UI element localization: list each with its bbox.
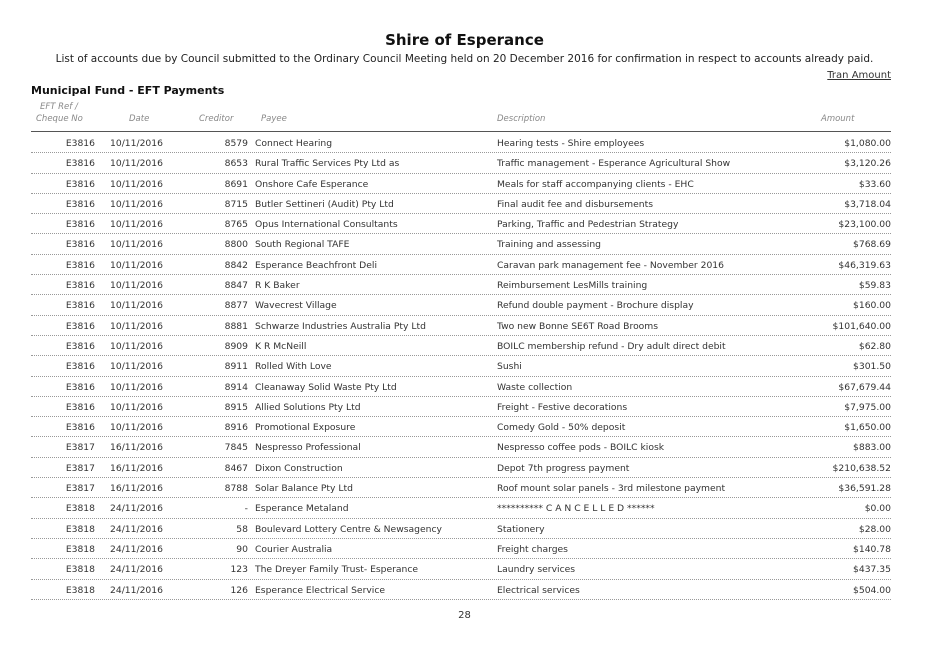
payee-cell: Schwarze Industries Australia Pty Ltd: [255, 320, 426, 332]
creditor-cell: 8881: [224, 320, 248, 332]
date-cell: 16/11/2016: [110, 442, 163, 454]
eft-ref-cell: E3816: [65, 320, 95, 332]
creditor-cell: 8653: [224, 158, 248, 170]
table-row: [0, 417, 929, 437]
date-cell: 10/11/2016: [110, 138, 163, 149]
description-cell: Two new Bonne SE6T Road Brooms: [497, 320, 659, 332]
table-row: [0, 498, 929, 518]
description-cell: Parking, Traffic and Pedestrian Strategy: [497, 219, 679, 231]
creditor-cell: 8691: [224, 178, 248, 190]
eft-ref-cell: E3816: [65, 300, 95, 312]
payee-cell: Rolled With Love: [255, 361, 332, 373]
date-cell: 10/11/2016: [110, 300, 163, 312]
column-header-ref-line2: Cheque No: [36, 114, 83, 124]
eft-ref-cell: E3816: [65, 259, 95, 271]
date-cell: 10/11/2016: [110, 280, 163, 292]
payee-cell: Opus International Consultants: [255, 219, 398, 231]
creditor-cell: 8847: [224, 280, 248, 292]
eft-ref-cell: E3816: [65, 198, 95, 210]
amount-cell: $1,080.00: [844, 138, 891, 149]
eft-ref-cell: E3816: [65, 361, 95, 373]
payee-cell: The Dreyer Family Trust- Esperance: [255, 564, 419, 576]
amount-cell: $160.00: [853, 300, 891, 312]
description-cell: Traffic management - Esperance Agricultural Show: [497, 158, 731, 170]
creditor-cell: 8915: [224, 401, 248, 413]
eft-ref-cell: E3818: [65, 523, 95, 535]
description-cell: Freight - Festive decorations: [497, 401, 628, 413]
date-cell: 10/11/2016: [110, 158, 163, 170]
column-header-amount: Amount: [821, 114, 855, 124]
creditor-cell: 8916: [224, 422, 248, 434]
description-cell: Stationery: [497, 523, 545, 535]
payee-cell: Allied Solutions Pty Ltd: [255, 401, 361, 413]
description-cell: Final audit fee and disbursements: [497, 198, 653, 210]
description-cell: Meals for staff accompanying clients - EHC: [497, 178, 694, 190]
eft-ref-cell: E3816: [65, 219, 95, 231]
amount-cell: $1,650.00: [844, 422, 891, 434]
date-cell: 10/11/2016: [110, 361, 163, 373]
creditor-cell: 8800: [224, 239, 248, 251]
payee-cell: Esperance Electrical Service: [255, 584, 386, 596]
eft-ref-cell: E3816: [65, 401, 95, 413]
table-row: [0, 133, 929, 153]
table-row: [0, 519, 929, 539]
description-cell: Freight charges: [497, 543, 568, 555]
table-row: [0, 377, 929, 397]
eft-ref-cell: E3818: [65, 584, 95, 596]
table-row: [0, 559, 929, 579]
table-row: [0, 275, 929, 295]
eft-ref-cell: E3816: [65, 158, 95, 170]
date-cell: 24/11/2016: [110, 523, 163, 535]
creditor-cell: 8914: [224, 381, 248, 393]
date-cell: 10/11/2016: [110, 401, 163, 413]
eft-ref-cell: E3817: [65, 483, 95, 495]
description-cell: Laundry services: [497, 564, 576, 576]
amount-cell: $62.80: [858, 340, 891, 352]
date-cell: 10/11/2016: [110, 219, 163, 231]
payee-cell: R K Baker: [255, 280, 300, 292]
description-cell: Depot 7th progress payment: [497, 462, 630, 474]
eft-ref-cell: E3817: [65, 442, 95, 454]
table-row: [0, 580, 929, 600]
date-cell: 10/11/2016: [110, 239, 163, 251]
payee-cell: Solar Balance Pty Ltd: [255, 483, 353, 495]
amount-cell: $768.69: [853, 239, 891, 251]
date-cell: 10/11/2016: [110, 198, 163, 210]
description-cell: Roof mount solar panels - 3rd milestone payment: [497, 483, 726, 495]
amount-cell: $437.35: [853, 564, 891, 576]
creditor-cell: 123: [230, 564, 248, 576]
date-cell: 10/11/2016: [110, 178, 163, 190]
table-row: [0, 356, 929, 376]
creditor-cell: 58: [236, 523, 248, 535]
payee-cell: Dixon Construction: [255, 462, 343, 474]
payee-cell: Rural Traffic Services Pty Ltd as: [255, 158, 400, 170]
creditor-cell: 126: [230, 584, 248, 596]
creditor-cell: 7845: [224, 442, 248, 454]
eft-ref-cell: E3816: [65, 280, 95, 292]
description-cell: Nespresso coffee pods - BOILC kiosk: [497, 442, 665, 454]
amount-cell: $36,591.28: [838, 483, 891, 495]
amount-cell: $210,638.52: [832, 462, 891, 474]
payee-cell: Promotional Exposure: [255, 422, 356, 434]
date-cell: 10/11/2016: [110, 320, 163, 332]
table-row: [0, 234, 929, 254]
column-header-creditor: Creditor: [199, 114, 234, 124]
amount-cell: $33.60: [858, 178, 891, 190]
amount-cell: $504.00: [853, 584, 891, 596]
page-subtitle: List of accounts due by Council submitted to the Ordinary Council Meeting held on 20 December 2016 for confirmation in respect to accounts already paid.: [55, 53, 874, 65]
eft-ref-cell: E3818: [65, 503, 95, 515]
creditor-cell: 8467: [224, 462, 248, 474]
table-row: [0, 194, 929, 214]
table-row: [0, 478, 929, 498]
amount-cell: $0.00: [864, 503, 891, 515]
section-title: Municipal Fund - EFT Payments: [31, 84, 225, 97]
eft-ref-cell: E3816: [65, 138, 95, 149]
amount-cell: $46,319.63: [838, 259, 891, 271]
description-cell: Refund double payment - Brochure display: [497, 300, 694, 312]
payments-table: [0, 133, 929, 600]
amount-cell: $3,120.26: [844, 158, 891, 170]
creditor-cell: 8877: [224, 300, 248, 312]
amount-cell: $67,679.44: [838, 381, 891, 393]
amount-cell: $28.00: [858, 523, 891, 535]
description-cell: Hearing tests - Shire employees: [497, 138, 645, 149]
eft-ref-cell: E3818: [65, 564, 95, 576]
description-cell: Comedy Gold - 50% deposit: [497, 422, 626, 434]
table-row: [0, 539, 929, 559]
date-cell: 24/11/2016: [110, 564, 163, 576]
payee-cell: Esperance Metaland: [255, 503, 349, 515]
column-header-ref-line1: EFT Ref /: [40, 102, 78, 112]
payee-cell: Onshore Cafe Esperance: [255, 178, 369, 190]
table-row: [0, 295, 929, 315]
table-header: [0, 102, 929, 132]
description-cell: Training and assessing: [497, 239, 602, 251]
column-header-payee: Payee: [261, 114, 287, 124]
table-row: [0, 316, 929, 336]
header-divider: [31, 131, 891, 132]
table-row: [0, 458, 929, 478]
payee-cell: South Regional TAFE: [255, 239, 350, 251]
amount-cell: $101,640.00: [832, 320, 891, 332]
creditor-cell: 8911: [224, 361, 248, 373]
creditor-cell: -: [244, 503, 248, 515]
description-cell: Waste collection: [497, 381, 573, 393]
eft-ref-cell: E3816: [65, 381, 95, 393]
amount-cell: $7,975.00: [844, 401, 891, 413]
date-cell: 24/11/2016: [110, 584, 163, 596]
payee-cell: Nespresso Professional: [255, 442, 361, 454]
creditor-cell: 8715: [224, 198, 248, 210]
eft-ref-cell: E3816: [65, 422, 95, 434]
payee-cell: Esperance Beachfront Deli: [255, 259, 377, 271]
creditor-cell: 90: [236, 543, 248, 555]
page-number: 28: [458, 610, 471, 621]
creditor-cell: 8788: [224, 483, 248, 495]
payee-cell: Wavecrest Village: [255, 300, 337, 312]
payee-cell: Cleanaway Solid Waste Pty Ltd: [255, 381, 397, 393]
eft-ref-cell: E3816: [65, 239, 95, 251]
payee-cell: Boulevard Lottery Centre & Newsagency: [255, 523, 442, 535]
date-cell: 10/11/2016: [110, 422, 163, 434]
payee-cell: Courier Australia: [255, 543, 333, 555]
eft-ref-cell: E3816: [65, 340, 95, 352]
table-row: [0, 397, 929, 417]
column-header-description: Description: [497, 114, 546, 124]
table-row: [0, 153, 929, 173]
date-cell: 24/11/2016: [110, 503, 163, 515]
eft-ref-cell: E3816: [65, 178, 95, 190]
date-cell: 24/11/2016: [110, 543, 163, 555]
payee-cell: Butler Settineri (Audit) Pty Ltd: [255, 198, 394, 210]
creditor-cell: 8579: [224, 138, 248, 149]
page-title: Shire of Esperance: [385, 31, 544, 49]
table-row: [0, 336, 929, 356]
table-row: [0, 174, 929, 194]
column-header-date: Date: [129, 114, 150, 124]
creditor-cell: 8765: [224, 219, 248, 231]
eft-ref-cell: E3818: [65, 543, 95, 555]
tran-amount-label: Tran Amount: [827, 70, 891, 81]
amount-cell: $59.83: [858, 280, 891, 292]
amount-cell: $883.00: [853, 442, 891, 454]
description-cell: Sushi: [497, 361, 522, 373]
amount-cell: $3,718.04: [844, 198, 891, 210]
amount-cell: $23,100.00: [838, 219, 891, 231]
table-row: [0, 214, 929, 234]
date-cell: 16/11/2016: [110, 462, 163, 474]
date-cell: 10/11/2016: [110, 259, 163, 271]
date-cell: 16/11/2016: [110, 483, 163, 495]
description-cell: Caravan park management fee - November 2016: [497, 259, 725, 271]
eft-ref-cell: E3817: [65, 462, 95, 474]
table-row: [0, 437, 929, 457]
creditor-cell: 8909: [224, 340, 248, 352]
description-cell: BOILC membership refund - Dry adult direct debit: [497, 340, 726, 352]
description-cell: Electrical services: [497, 584, 580, 596]
description-cell: ********** C A N C E L L E D ******: [497, 503, 655, 515]
amount-cell: $140.78: [853, 543, 891, 555]
creditor-cell: 8842: [224, 259, 248, 271]
date-cell: 10/11/2016: [110, 340, 163, 352]
table-row: [0, 255, 929, 275]
payee-cell: K R McNeill: [255, 340, 307, 352]
description-cell: Reimbursement LesMills training: [497, 280, 648, 292]
payee-cell: Connect Hearing: [255, 138, 333, 149]
amount-cell: $301.50: [853, 361, 891, 373]
date-cell: 10/11/2016: [110, 381, 163, 393]
